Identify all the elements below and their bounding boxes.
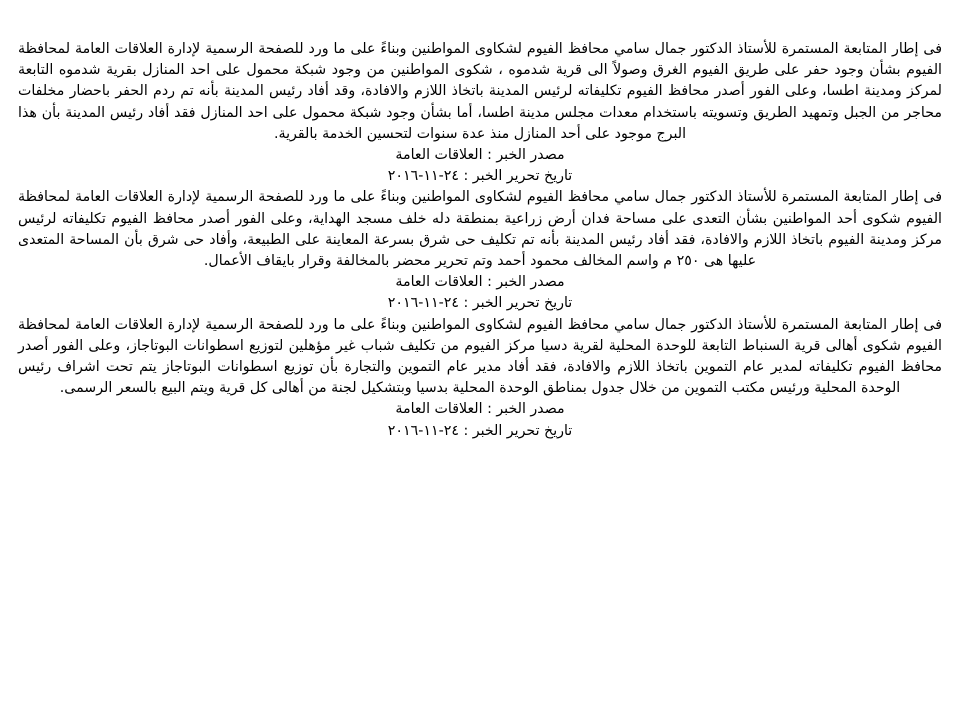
news-source: مصدر الخبر : العلاقات العامة bbox=[395, 274, 565, 291]
news-body: فى إطار المتابعة المستمرة للأستاذ الدكتور جمال سامي محافظ الفيوم لشكاوى المواطنين وبناءً على ما ورد للصفحة الرسمية لإدارة العلاقات العامة لمحافظة الفيوم شكوى أحد المواطنين بشأن التعدى على مساحة فدان أرض زراعية بمنطقة دله خلف مسجد الهداية، وعلى الفور أصدر محافظ الفيوم تكليفاته لرئيس مركز ومدينة الفيوم باتخاذ اللازم والافادة، فقد أفاد رئيس المدينة بأنه تم تكليف حى شرق بسرعة المعاينة على الطبيعة، وأفاد حى شرق بأن المساحة المتعدى عليها هى ٢٥٠ م واسم المخالف محمود أحمد وتم تحرير محضر بالمخالفة وقرار بايقاف الأعمال. bbox=[18, 189, 942, 270]
news-source: مصدر الخبر : العلاقات العامة bbox=[395, 147, 565, 164]
news-item bbox=[18, 187, 942, 314]
news-date: تاريخ تحرير الخبر : ٢٤-١١-٢٠١٦ bbox=[387, 422, 573, 439]
news-item bbox=[18, 315, 942, 442]
news-body: فى إطار المتابعة المستمرة للأستاذ الدكتور جمال سامي محافظ الفيوم لشكاوى المواطنين وبناءً على ما ورد للصفحة الرسمية لإدارة العلاقات العامة لمحافظة الفيوم بشأن وجود حفر على طريق الفيوم الغرق وصولاً الى قرية شدموه ، شكوى المواطنين من وجود شبكة محمول على احد المنازل بقرية شدموه التابعة لمركز ومدينة اطسا، وعلى الفور أصدر محافظ الفيوم تكليفاته لرئيس المدينة باتخاذ اللازم والافادة، وقد أفاد رئيس المدينة بأنه تم ردم الحفر باحضار مخلفات محاجر من الجبل وتمهيد الطريق وتسويته باستخدام معدات مجلس مدينة اطسا، أما بشأن وجود شبكة محمول على احد المنازل فقد أفاد رئيس المدينة بأن هذا البرج موجود على أحد المنازل منذ عدة سنوات لتحسين الخدمة بالقرية. bbox=[18, 41, 942, 142]
news-document bbox=[18, 39, 942, 442]
news-date: تاريخ تحرير الخبر : ٢٤-١١-٢٠١٦ bbox=[387, 168, 573, 185]
news-date: تاريخ تحرير الخبر : ٢٤-١١-٢٠١٦ bbox=[387, 295, 573, 312]
news-body: فى إطار المتابعة المستمرة للأستاذ الدكتور جمال سامي محافظ الفيوم لشكاوى المواطنين وبناءً على ما ورد للصفحة الرسمية لإدارة العلاقات العامة لمحافظة الفيوم شكوى أهالى قرية السنباط التابعة للوحدة المحلية لقرية دسيا مركز الفيوم من تكليف شباب غير مؤهلين لتوزيع اسطوانات البوتاجاز، وعلى الفور أصدر محافظ الفيوم تكليفاته لمدير عام التموين باتخاذ اللازم والافادة، فقد أفاد مدير عام التموين والتجارة بأن توزيع اسطوانات البوتاجاز يتم تحت اشراف رئيس الوحدة المحلية ورئيس مكتب التموين من خلال جدول بمناطق الوحدة المحلية بدسيا وبتشكيل لجنة من أهالى كل قرية ويتم البيع بالسعر الرسمى. bbox=[18, 316, 942, 397]
news-item bbox=[18, 39, 942, 187]
news-source: مصدر الخبر : العلاقات العامة bbox=[395, 401, 565, 418]
